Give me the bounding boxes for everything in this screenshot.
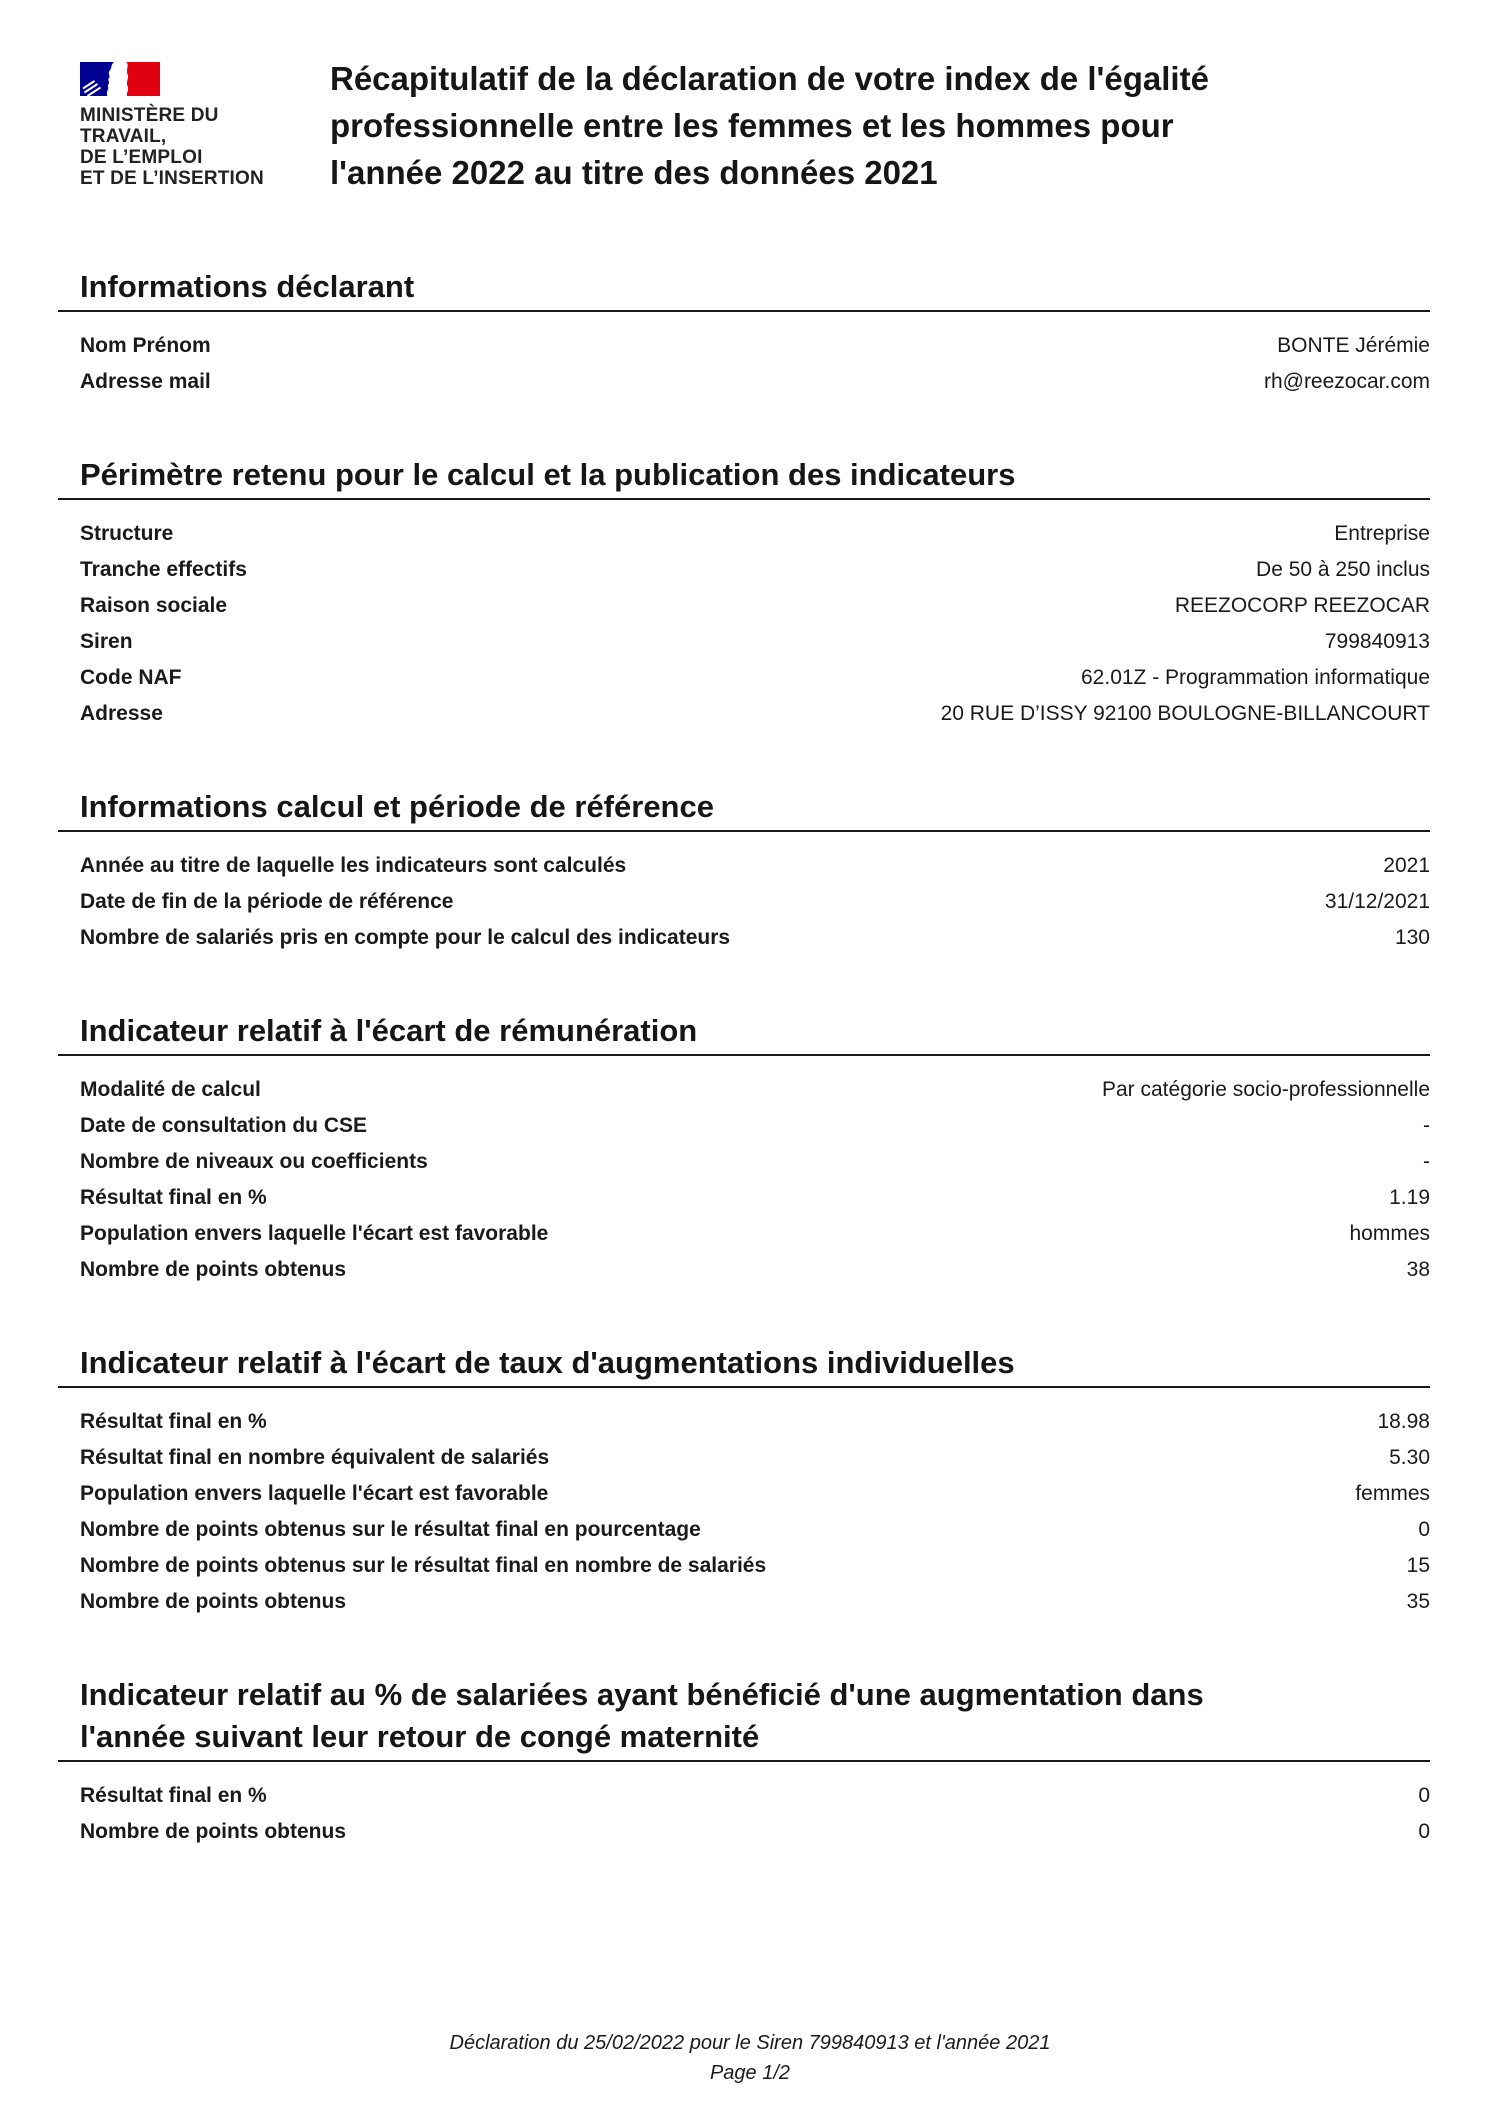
section-divider — [58, 1760, 1430, 1762]
ministry-name-line: TRAVAIL, — [80, 126, 167, 147]
field-value: 130 — [1394, 926, 1430, 949]
field-row — [80, 660, 1430, 696]
section-heading: Indicateur relatif à l'écart de taux d'augmentations individuelles — [80, 1345, 1015, 1380]
field-label: Nombre de niveaux ou coefficients — [80, 1150, 428, 1173]
field-row — [80, 920, 1430, 956]
field-label: Date de fin de la période de référence — [80, 890, 454, 913]
field-value: REEZOCORP REEZOCAR — [1174, 594, 1430, 617]
field-label: Raison sociale — [80, 594, 228, 617]
field-value: 18.98 — [1377, 1410, 1430, 1433]
field-value: 31/12/2021 — [1324, 890, 1430, 913]
field-value: hommes — [1349, 1222, 1430, 1245]
field-row — [80, 364, 1430, 400]
section-informations-calcul-periode-reference — [80, 786, 1430, 956]
ministry-name — [80, 105, 330, 189]
field-row — [80, 1512, 1430, 1548]
french-flag-icon — [80, 62, 160, 96]
field-row — [80, 848, 1430, 884]
field-label: Résultat final en % — [80, 1784, 267, 1807]
field-label: Modalité de calcul — [80, 1078, 261, 1101]
footer-declaration-info: Déclaration du 25/02/2022 pour le Siren 799840913 et l'année 2021 — [449, 2032, 1051, 2054]
field-row — [80, 1440, 1430, 1476]
section-rows — [80, 848, 1430, 956]
field-label: Structure — [80, 522, 174, 545]
section-rows — [80, 516, 1430, 732]
ministry-name-line: ET DE L’INSERTION — [80, 168, 264, 189]
section-divider — [58, 1054, 1430, 1056]
field-label: Nombre de points obtenus — [80, 1258, 347, 1281]
field-value: 35 — [1406, 1590, 1430, 1613]
field-label: Adresse mail — [80, 370, 211, 393]
field-row — [80, 1144, 1430, 1180]
field-row — [80, 1584, 1430, 1620]
field-value: 0 — [1418, 1518, 1430, 1541]
document-title — [330, 55, 1430, 196]
footer-page-number: Page 1/2 — [709, 2062, 791, 2084]
field-value: 20 RUE D’ISSY 92100 BOULOGNE-BILLANCOURT — [940, 702, 1430, 725]
field-label: Population envers laquelle l'écart est favorable — [80, 1222, 549, 1245]
ministry-name-line: DE L’EMPLOI — [80, 147, 203, 168]
field-value: 5.30 — [1389, 1446, 1430, 1469]
field-value: BONTE Jérémie — [1277, 334, 1430, 357]
field-label: Tranche effectifs — [80, 558, 247, 581]
field-label: Résultat final en nombre équivalent de salariés — [80, 1446, 550, 1469]
section-divider — [58, 498, 1430, 500]
section-heading: Informations déclarant — [80, 269, 415, 304]
field-value: 15 — [1406, 1554, 1430, 1577]
section-heading: Indicateur relatif au % de salariées ayant bénéficié d'une augmentation dans l'année suivant leur retour de congé maternité — [80, 1677, 1204, 1754]
field-label: Nombre de points obtenus sur le résultat final en pourcentage — [80, 1518, 701, 1541]
field-value: rh@reezocar.com — [1263, 370, 1430, 393]
field-row — [80, 1216, 1430, 1252]
field-label: Adresse — [80, 702, 163, 725]
field-label: Nombre de points obtenus — [80, 1590, 347, 1613]
section-rows — [80, 1404, 1430, 1620]
field-row — [80, 328, 1430, 364]
field-label: Nombre de points obtenus sur le résultat final en nombre de salariés — [80, 1554, 767, 1577]
section-indicateur-ecart-remuneration — [80, 1010, 1430, 1288]
section-indicateur-retour-conge-maternite — [80, 1674, 1430, 1850]
field-value: 0 — [1418, 1784, 1430, 1807]
section-indicateur-ecart-taux-augmentations — [80, 1342, 1430, 1620]
ministry-name-line: MINISTÈRE DU — [80, 105, 219, 126]
section-divider — [58, 310, 1430, 312]
field-value: 62.01Z - Programmation informatique — [1081, 666, 1430, 689]
document-title-line: professionnelle entre les femmes et les hommes pour — [330, 107, 1174, 144]
section-perimetre-calcul-publication — [80, 454, 1430, 732]
field-row — [80, 1548, 1430, 1584]
field-value: 2021 — [1383, 854, 1430, 877]
field-value: 1.19 — [1389, 1186, 1430, 1209]
field-value: De 50 à 250 inclus — [1256, 558, 1430, 581]
ministry-logo — [80, 62, 330, 196]
field-row — [80, 1778, 1430, 1814]
section-rows — [80, 1778, 1430, 1850]
field-row — [80, 884, 1430, 920]
field-row — [80, 696, 1430, 732]
field-label: Population envers laquelle l'écart est favorable — [80, 1482, 549, 1505]
field-row — [80, 588, 1430, 624]
field-label: Année au titre de laquelle les indicateurs sont calculés — [80, 854, 627, 877]
document-title-line: Récapitulatif de la déclaration de votre index de l'égalité — [330, 60, 1209, 97]
field-value: 0 — [1418, 1820, 1430, 1843]
footer — [0, 2028, 1500, 2088]
section-heading: Périmètre retenu pour le calcul et la publication des indicateurs — [80, 457, 1016, 492]
field-value: Par catégorie socio-professionnelle — [1101, 1078, 1430, 1101]
field-value: 38 — [1406, 1258, 1430, 1281]
section-divider — [58, 1386, 1430, 1388]
section-rows — [80, 328, 1430, 400]
field-label: Siren — [80, 630, 133, 653]
section-heading: Indicateur relatif à l'écart de rémunération — [80, 1013, 698, 1048]
field-label: Nombre de salariés pris en compte pour le calcul des indicateurs — [80, 926, 731, 949]
field-label: Nombre de points obtenus — [80, 1820, 347, 1843]
field-label: Résultat final en % — [80, 1186, 267, 1209]
section-heading: Informations calcul et période de référence — [80, 789, 714, 824]
field-row — [80, 1108, 1430, 1144]
field-row — [80, 1072, 1430, 1108]
field-value: femmes — [1355, 1482, 1430, 1505]
document-header — [80, 0, 1430, 196]
field-row — [80, 1252, 1430, 1288]
field-value: 799840913 — [1324, 630, 1430, 653]
field-row — [80, 516, 1430, 552]
field-value: - — [1423, 1114, 1430, 1137]
field-row — [80, 1404, 1430, 1440]
field-label: Nom Prénom — [80, 334, 211, 357]
field-row — [80, 624, 1430, 660]
section-rows — [80, 1072, 1430, 1288]
field-row — [80, 552, 1430, 588]
section-divider — [58, 830, 1430, 832]
section-informations-declarant — [80, 266, 1430, 400]
field-value: Entreprise — [1334, 522, 1430, 545]
field-value: - — [1423, 1150, 1430, 1173]
field-row — [80, 1814, 1430, 1850]
field-label: Code NAF — [80, 666, 182, 689]
field-label: Date de consultation du CSE — [80, 1114, 368, 1137]
field-row — [80, 1476, 1430, 1512]
field-row — [80, 1180, 1430, 1216]
field-label: Résultat final en % — [80, 1410, 267, 1433]
document-title-line: l'année 2022 au titre des données 2021 — [330, 154, 938, 191]
